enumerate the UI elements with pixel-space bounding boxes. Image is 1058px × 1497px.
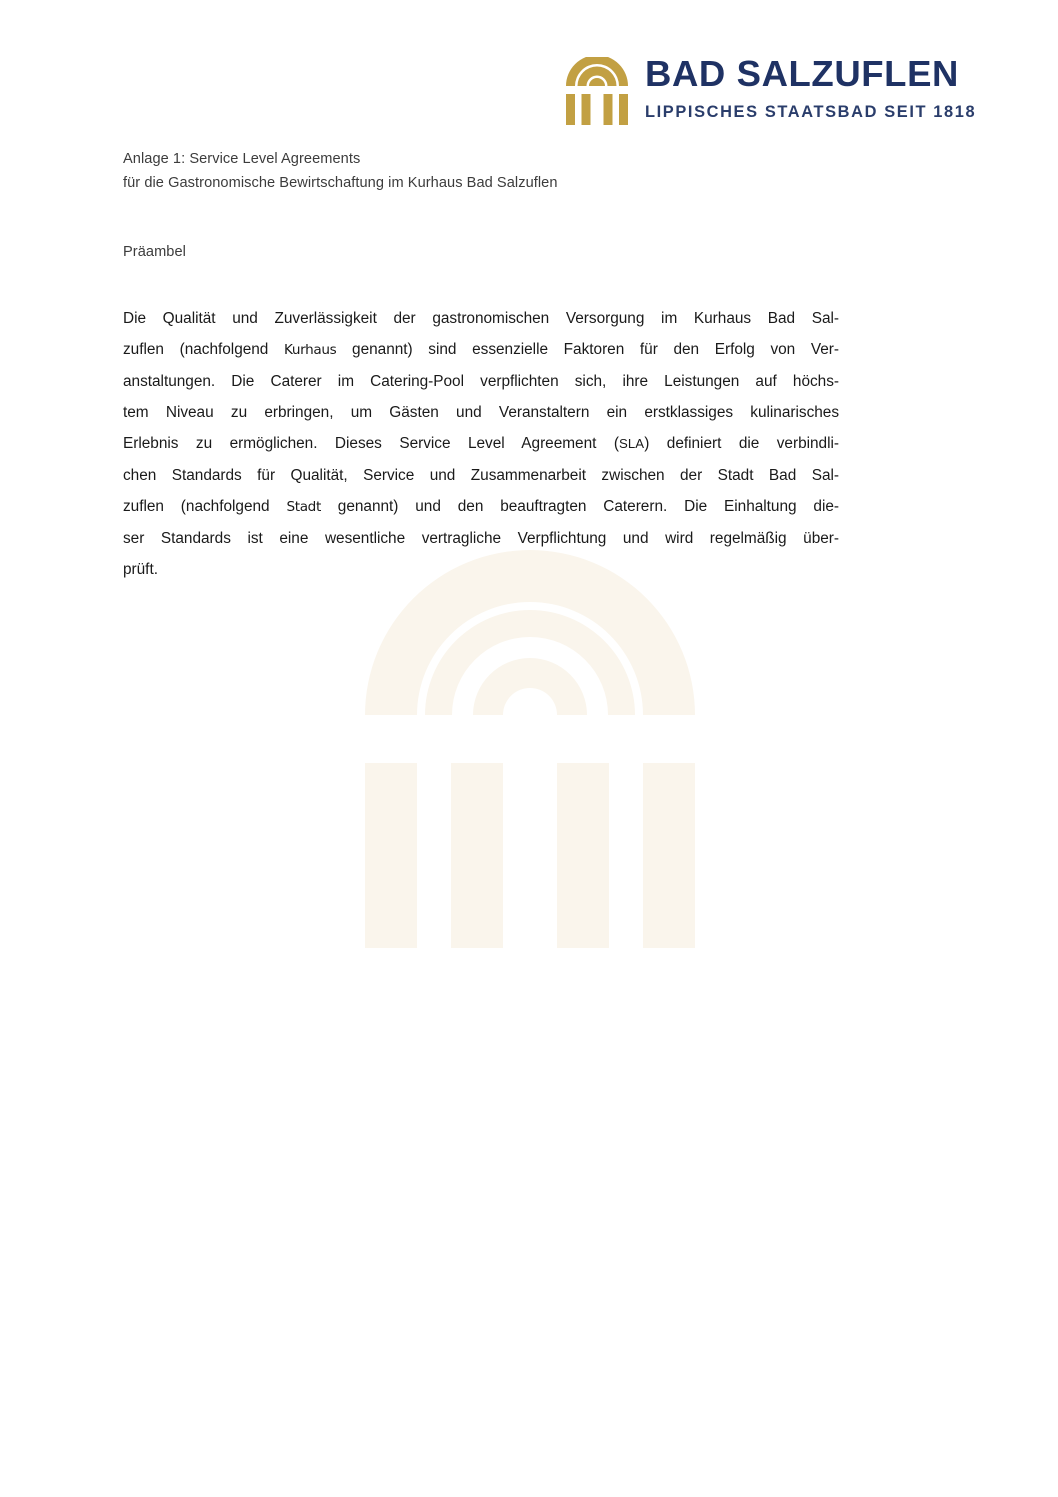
preamble-paragraph (123, 303, 839, 586)
brand-title: BAD SALZUFLEN (645, 53, 959, 94)
page-title-line-2: für die Gastronomische Bewirtschaftung im Kurhaus Bad Salzuflen (123, 174, 558, 191)
arch-pillars-icon (566, 57, 628, 125)
watermark-arch-pillars-icon (365, 545, 695, 950)
brand-logo (566, 55, 976, 125)
document-content (123, 148, 839, 585)
paragraph-line: prüft. (123, 561, 158, 579)
defined-term: Kurhaus (284, 341, 337, 358)
paragraph-line: Erlebnis zu ermöglichen. Dieses Service Level Agreement (SLA) definiert die verbindli- (123, 435, 840, 453)
defined-term: Stadt (286, 498, 321, 515)
section-heading-praeambel: Präambel (123, 244, 186, 260)
page-title-line-1: Anlage 1: Service Level Agreements (123, 151, 361, 167)
paragraph-line: Die Qualität und Zuverlässigkeit der gastronomischen Versorgung im Kurhaus Bad Sal- (123, 309, 839, 327)
page-title (123, 148, 839, 195)
brand-subtitle: LIPPISCHES STAATSBAD SEIT 1818 (645, 102, 977, 121)
paragraph-line: anstaltungen. Die Caterer im Catering-Pool verpflichten sich, ihre Leistungen auf höchs- (123, 372, 839, 390)
paragraph-line: tem Niveau zu erbringen, um Gästen und Veranstaltern ein erstklassiges kulinarisches (123, 404, 839, 422)
paragraph-line: chen Standards für Qualität, Service und Zusammenarbeit zwischen der Stadt Bad Sal- (123, 466, 839, 484)
paragraph-line: zuflen (nachfolgend Stadt genannt) und den beauftragten Caterern. Die Einhaltung die- (123, 497, 839, 515)
abbreviation: SLA (618, 436, 645, 452)
paragraph-line: ser Standards ist eine wesentliche vertragliche Verpflichtung und wird regelmäßig über- (123, 529, 839, 547)
paragraph-line: zuflen (nachfolgend Kurhaus genannt) sind essenzielle Faktoren für den Erfolg von Ver- (123, 340, 839, 358)
